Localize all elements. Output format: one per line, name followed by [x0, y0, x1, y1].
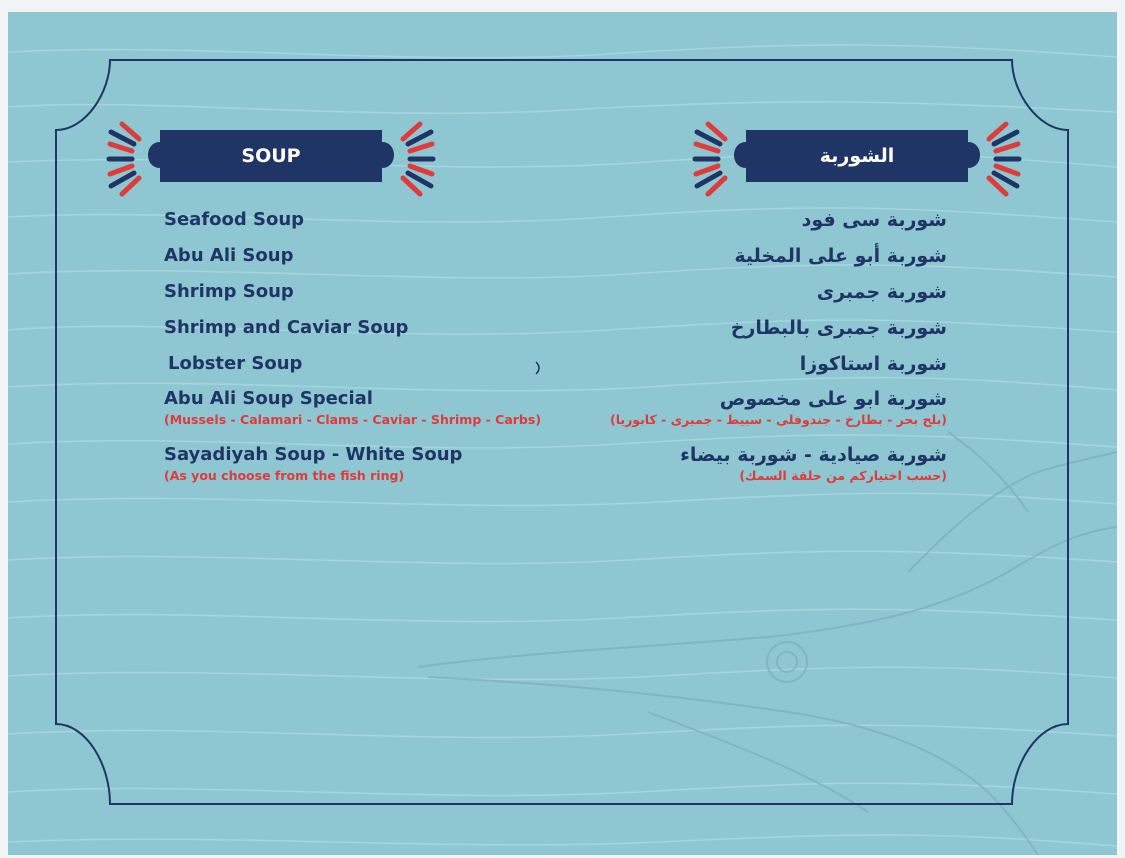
menu-item [164, 202, 544, 238]
menu-item-name: شوربة ابو على مخصوص [719, 388, 947, 410]
menu-item-name: شوربة استاكوزا [799, 353, 947, 375]
menu-item [164, 274, 544, 310]
menu-item-note: (Mussels - Calamari - Clams - Caviar - Shrimp - Carbs) [164, 412, 542, 427]
menu-item [547, 438, 947, 494]
menu-item [164, 346, 544, 382]
menu-item [164, 310, 544, 346]
menu-item-name: Sayadiyah Soup - White Soup [164, 444, 463, 465]
menu-item [547, 310, 947, 346]
menu-item [164, 238, 544, 274]
menu-item-name: شوربة صيادية - شوربة بيضاء [680, 444, 947, 466]
menu-item-name: Abu Ali Soup [164, 245, 294, 266]
soup-list-en [164, 202, 544, 494]
burst-right-ar [989, 124, 1019, 194]
menu-item-name: Lobster Soup [168, 353, 303, 374]
menu-item-note: (بلح بحر - بطارخ - جندوفلى - سبيط - جمبرى - كابوريا) [609, 412, 947, 427]
menu-item-name: شوربة جمبرى [816, 281, 947, 303]
menu-item-note: (حسب اختياركم من حلقة السمك) [739, 468, 947, 483]
menu-item [164, 438, 544, 494]
menu-item-name: شوربة أبو على المخلية [734, 245, 947, 267]
menu-item [164, 382, 544, 438]
menu-item-note: (As you choose from the fish ring) [164, 468, 405, 483]
menu-item [547, 346, 947, 382]
burst-right-en [403, 124, 433, 194]
menu-item [547, 202, 947, 238]
soup-heading-en: SOUP [241, 145, 301, 167]
soup-heading-ar: الشوربة [819, 145, 895, 167]
menu-item [547, 382, 947, 438]
burst-left-en [109, 124, 139, 194]
menu-item-name: Shrimp Soup [164, 281, 294, 302]
menu-item-name: شوربة سى فود [801, 209, 947, 231]
menu-item [547, 274, 947, 310]
soup-list-ar [547, 202, 947, 494]
menu-item-name: شوربة جمبرى بالبطارخ [730, 317, 947, 339]
burst-left-ar [695, 124, 725, 194]
menu-item [547, 238, 947, 274]
menu-item-name: Seafood Soup [164, 209, 305, 230]
menu-item-name: Abu Ali Soup Special [164, 388, 373, 409]
menu-page [8, 12, 1117, 855]
menu-item-name: Shrimp and Caviar Soup [164, 317, 409, 338]
